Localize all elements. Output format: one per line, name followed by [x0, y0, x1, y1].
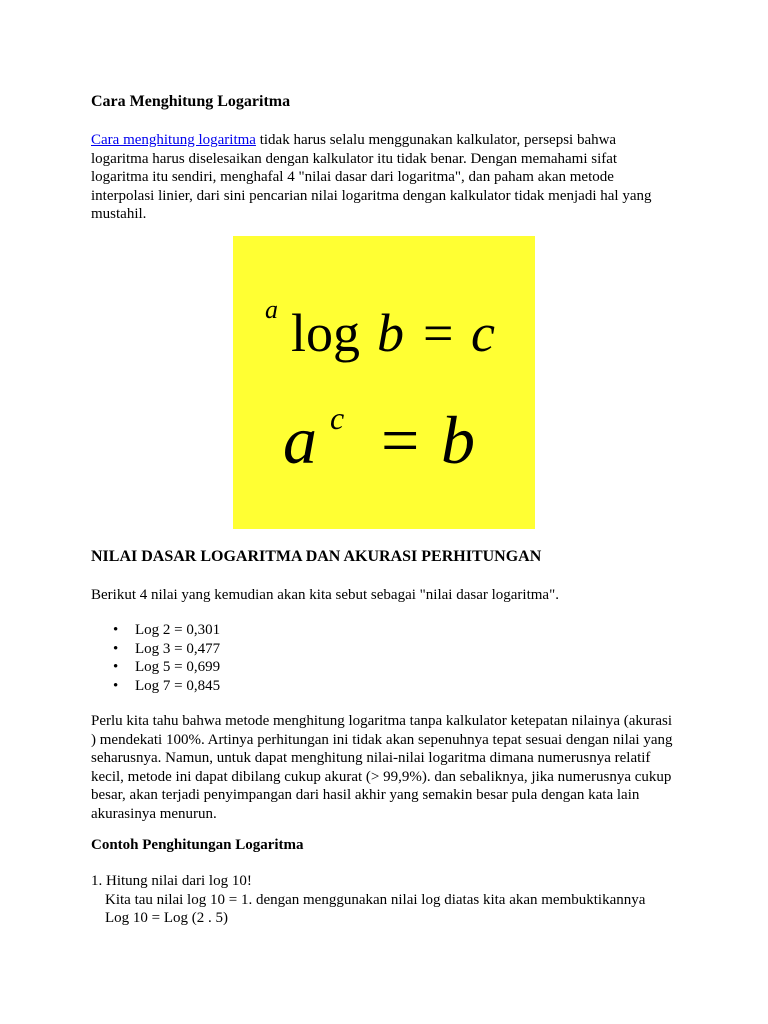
example-step [91, 872, 691, 928]
paragraph-line-5: besar, akan terjadi penyimpangan dari hasil akhir yang semakin besar pula dengan kata lain [91, 787, 640, 803]
eq2-exponent: c [330, 400, 345, 436]
intro-link[interactable]: Cara menghitung logaritma [91, 132, 256, 148]
list-item [91, 677, 220, 696]
list-item-text: Log 7 = 0,845 [135, 677, 221, 694]
bullet-icon: • [113, 659, 119, 675]
lead-text: Berikut 4 nilai yang kemudian akan kita sebut sebagai "nilai dasar logaritma". [91, 587, 559, 603]
intro-line-2: logaritma harus diselesaikan dengan kalkulator itu tidak benar. Dengan memahami sifat [91, 150, 618, 167]
eq1-base: a [265, 295, 278, 324]
list-item [91, 640, 220, 659]
formula-svg [233, 236, 535, 529]
intro-line-4: interpolasi linier, dari sini pencarian nilai logaritma dengan kalkulator tidak menjadi hal yang [91, 187, 652, 204]
eq2-result: b [441, 402, 475, 478]
list-item-text: Log 5 = 0,699 [135, 659, 221, 675]
list-item-text: Log 3 = 0,477 [135, 640, 221, 657]
eq2-equals: = [381, 402, 420, 478]
eq1-equals: = [423, 303, 454, 363]
example-line-1: 1. Hitung nilai dari log 10! [91, 873, 252, 889]
intro-line-5: mustahil. [91, 206, 147, 222]
formula-image [233, 236, 535, 529]
bullet-icon: • [113, 622, 119, 638]
intro-line-1: tidak harus selalu menggunakan kalkulator, persepsi bahwa [255, 132, 617, 148]
example-line-2: Kita tau nilai log 10 = 1. dengan menggunakan nilai log diatas kita akan membuktikannya [105, 891, 646, 908]
paragraph-line-3: seharusnya. Namun, untuk dapat menghitung nilai-nilai logaritma dimana numerusnya relatif [91, 750, 651, 766]
example-heading: Contoh Penghitungan Logaritma [91, 837, 304, 853]
section-heading: NILAI DASAR LOGARITMA DAN AKURASI PERHITUNGAN [91, 548, 542, 565]
example-line-3: Log 10 = Log (2 . 5) [105, 910, 229, 926]
list-item [91, 621, 220, 640]
accuracy-paragraph [91, 712, 691, 823]
bullet-icon: • [113, 677, 119, 694]
log-values-list [91, 621, 220, 695]
intro-paragraph [91, 131, 676, 224]
paragraph-line-6: akurasinya menurun. [91, 805, 217, 822]
eq1-arg: b [377, 303, 404, 363]
intro-line-3: logaritma itu sendiri, menghafal 4 "nilai dasar dari logaritma", dan paham akan metode [91, 169, 614, 185]
paragraph-line-1: Perlu kita tahu bahwa metode menghitung logaritma tanpa kalkulator ketepatan nilainya (akurasi [91, 713, 673, 729]
paragraph-line-2: ) mendekati 100%. Artinya perhitungan ini tidak akan sepenuhnya tepat sesuai dengan nilai yang [91, 731, 673, 748]
eq1-result: c [471, 303, 495, 363]
bullet-icon: • [113, 640, 119, 657]
paragraph-line-4: kecil, metode ini dapat dibilang cukup akurat (> 99,9%). dan sebaliknya, jika numerusnya cukup [91, 768, 672, 785]
page-title: Cara Menghitung Logaritma [91, 93, 291, 110]
list-item-text: Log 2 = 0,301 [135, 622, 221, 638]
eq1-log: log [291, 303, 361, 363]
list-item [91, 658, 220, 677]
eq2-base: a [283, 402, 317, 478]
